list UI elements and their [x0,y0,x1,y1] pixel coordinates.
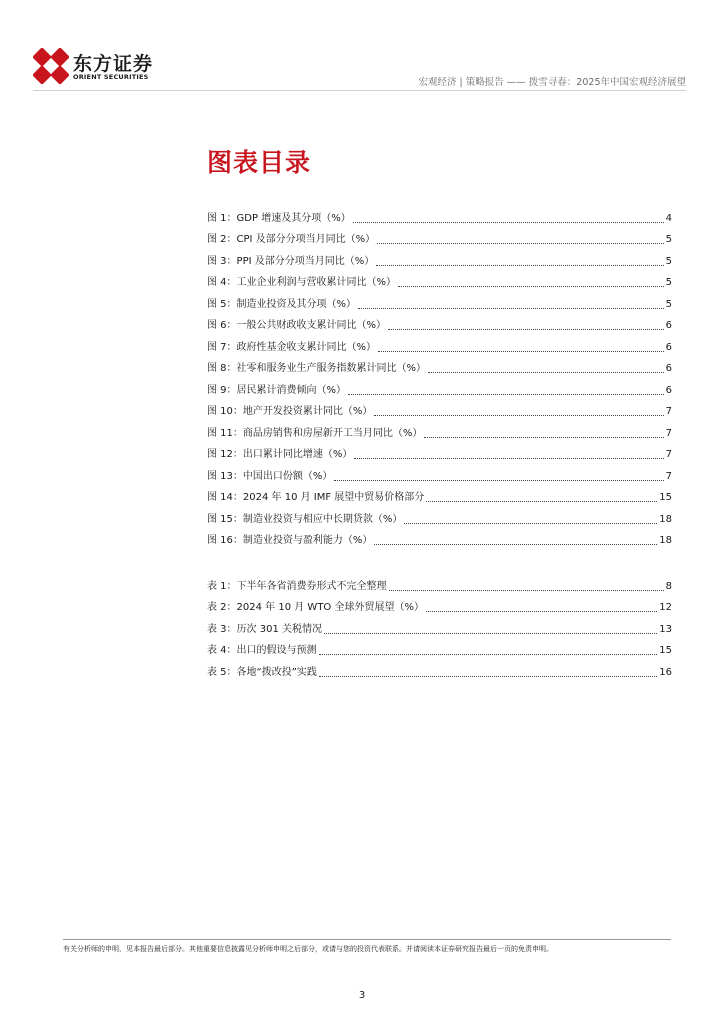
toc-entry-page: 5 [665,234,672,245]
toc-entry-label: 表 4：出口的假设与预测 [207,645,317,656]
figure-toc-entry[interactable] [207,441,672,463]
toc-entry-page: 6 [665,320,672,331]
dot-leader [358,306,664,309]
toc-entry-page: 7 [665,406,672,417]
page-number: 3 [358,990,366,1001]
toc-entry-page: 18 [659,513,672,525]
figure-toc-entry[interactable] [207,312,672,334]
toc-entry-label: 表 5：各地“拨改投”实践 [207,666,317,678]
dot-leader [389,588,664,591]
logo-text-cn: 东方证券 [73,53,154,75]
toc-entry-page: 6 [665,363,672,374]
toc-entry-label: 图 16：制造业投资与盈利能力（%） [207,535,373,546]
dot-leader [324,631,657,634]
figure-toc-entry[interactable] [207,376,672,398]
dot-leader [354,456,663,459]
toc-entry-label: 表 2：2024 年 10 月 WTO 全球外贸展望（%） [207,602,424,613]
table-toc-entry[interactable] [207,594,672,616]
toc-heading: 图表目录 [207,148,312,177]
table-toc-entry[interactable] [207,637,672,659]
dot-leader [426,609,657,612]
toc-entry-label: 图 14：2024 年 10 月 IMF 展望中贸易价格部分 [207,492,425,503]
dot-leader [374,542,657,545]
dot-leader [348,392,664,395]
toc-entry-page: 5 [665,277,672,288]
table-toc-entry[interactable] [207,615,672,637]
toc-entry-label: 图 4：工业企业利润与营收累计同比（%） [207,277,397,288]
figure-toc-entry[interactable] [207,247,672,269]
figure-toc-entry[interactable] [207,419,672,441]
toc-entry-page: 5 [665,255,672,267]
toc-entry-label: 图 6：一般公共财政收支累计同比（%） [207,320,387,331]
page-header [0,0,724,100]
header-divider [33,90,686,91]
figure-toc-entry[interactable] [207,484,672,506]
orient-securities-logo-icon [33,48,69,84]
toc-entry-page: 15 [659,645,672,656]
toc-entry-label: 图 11：商品房销售和房屋新开工当月同比（%） [207,427,423,439]
table-list [207,572,672,680]
figure-toc-entry[interactable] [207,505,672,527]
toc-entry-label: 图 8：社零和服务业生产服务指数累计同比（%） [207,363,427,374]
toc-entry-label: 图 13：中国出口份额（%） [207,470,333,482]
toc-entry-page: 13 [659,623,672,635]
toc-entry-label: 图 2：CPI 及部分分项当月同比（%） [207,234,376,245]
figure-toc-entry[interactable] [207,462,672,484]
toc-entry-page: 8 [665,580,672,592]
dot-leader [378,349,664,352]
figure-toc-entry[interactable] [207,333,672,355]
toc-entry-page: 6 [665,341,672,353]
toc-entry-page: 16 [659,666,672,678]
toc-entry-page: 7 [665,449,672,460]
figure-toc-entry[interactable] [207,204,672,226]
toc-entry-label: 图 1：GDP 增速及其分项（%） [207,212,351,224]
toc-entry-label: 图 3：PPI 及部分分项当月同比（%） [207,255,375,267]
figure-list [207,204,672,548]
dot-leader [377,241,663,244]
dot-leader [374,413,663,416]
company-logo [33,48,173,88]
figure-toc-entry[interactable] [207,226,672,248]
figure-toc-entry[interactable] [207,355,672,377]
dot-leader [426,499,657,502]
toc-entry-page: 12 [659,602,672,613]
toc-entry-page: 18 [659,535,672,546]
toc-entry-page: 15 [659,492,672,503]
toc-entry-page: 7 [665,427,672,439]
logo-text-en: ORIENT SECURITIES [73,73,149,81]
footer-divider [63,939,671,940]
dot-leader [404,521,657,524]
toc-entry-page: 7 [665,470,672,482]
dot-leader [353,220,664,223]
dot-leader [334,478,663,481]
disclaimer-note: 有关分析师的申明，见本报告最后部分。其他重要信息披露见分析师申明之后部分，或请与您的投资代表联系。并请阅读本证券研究报告最后一页的免责申明。 [63,945,553,953]
table-toc-entry[interactable] [207,658,672,680]
toc-entry-page: 6 [665,384,672,396]
figure-toc-entry[interactable] [207,290,672,312]
dot-leader [424,435,663,438]
figure-toc-entry[interactable] [207,398,672,420]
figure-toc-entry[interactable] [207,269,672,291]
dot-leader [388,327,664,330]
table-toc-entry[interactable] [207,572,672,594]
dot-leader [319,652,658,655]
toc-entry-label: 图 9：居民累计消费倾向（%） [207,384,347,396]
dot-leader [428,370,664,373]
report-category-title: 宏观经济 | 策略报告 —— 拨雪寻春：2025年中国宏观经济展望 [418,77,686,88]
toc-entry-page: 5 [665,298,672,310]
toc-entry-label: 图 12：出口累计同比增速（%） [207,449,353,460]
toc-entry-label: 图 7：政府性基金收支累计同比（%） [207,341,377,353]
dot-leader [319,674,657,677]
toc-entry-label: 图 15：制造业投资与相应中长期贷款（%） [207,513,403,525]
figure-toc-entry[interactable] [207,527,672,549]
toc-entry-label: 表 3：历次 301 关税情况 [207,623,322,635]
dot-leader [376,263,663,266]
toc-entry-page: 4 [665,212,672,224]
dot-leader [398,284,664,287]
toc-entry-label: 图 10：地产开发投资累计同比（%） [207,406,373,417]
toc-entry-label: 图 5：制造业投资及其分项（%） [207,298,357,310]
toc-entry-label: 表 1：下半年各省消费券形式不完全整理 [207,580,387,592]
